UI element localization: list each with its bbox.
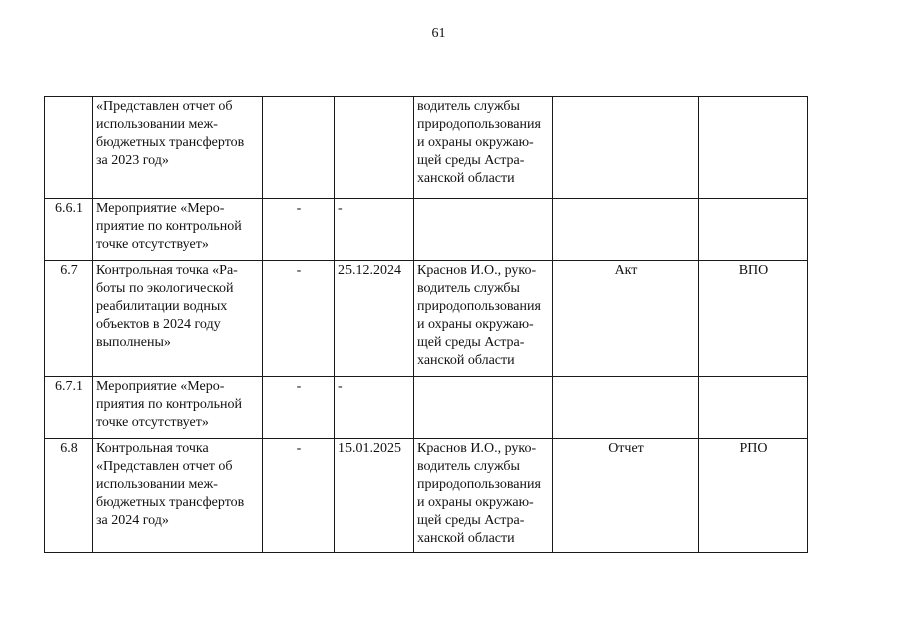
start-date-cell bbox=[263, 377, 335, 439]
responsible-cell bbox=[414, 261, 553, 377]
cell-text: - bbox=[296, 441, 302, 456]
cell-text-line: Контрольная точка bbox=[96, 441, 209, 456]
control-level-cell bbox=[699, 261, 808, 377]
document-type-cell bbox=[553, 377, 699, 439]
row-number-cell bbox=[45, 199, 93, 261]
responsible-cell bbox=[414, 199, 553, 261]
cell-text-line: бюджетных трансфертов bbox=[96, 135, 245, 150]
start-date-cell bbox=[263, 261, 335, 377]
cell-text: 6.7 bbox=[60, 263, 78, 278]
end-date-cell bbox=[335, 439, 414, 553]
cell-text: РПО bbox=[739, 441, 768, 456]
cell-text-line: Контрольная точка «Ра- bbox=[96, 263, 238, 278]
cell-text-line: приятие по контрольной bbox=[96, 219, 242, 234]
activity-name-cell bbox=[93, 97, 263, 199]
end-date-cell bbox=[335, 199, 414, 261]
cell-text-line: Краснов И.О., руко- bbox=[417, 263, 537, 278]
cell-text-line: точке отсутствует» bbox=[96, 237, 209, 252]
start-date-cell bbox=[263, 199, 335, 261]
cell-text-line: за 2023 год» bbox=[96, 153, 169, 168]
cell-text-line: и охраны окружаю- bbox=[417, 317, 534, 332]
responsible-cell bbox=[414, 97, 553, 199]
cell-text-line: использовании меж- bbox=[96, 117, 218, 132]
activity-name-cell bbox=[93, 199, 263, 261]
control-level-cell bbox=[699, 377, 808, 439]
cell-text-line: водитель службы bbox=[417, 281, 520, 296]
cell-text: 6.6.1 bbox=[55, 201, 83, 216]
cell-text-line: реабилитации водных bbox=[96, 299, 228, 314]
cell-text-line: природопользования bbox=[417, 477, 541, 492]
cell-text-line: ханской области bbox=[417, 353, 515, 368]
control-level-cell bbox=[699, 97, 808, 199]
document-type-cell bbox=[553, 439, 699, 553]
cell-text-line: за 2024 год» bbox=[96, 513, 169, 528]
cell-text-line: щей среды Астра- bbox=[417, 513, 525, 528]
cell-text-line: Мероприятие «Меро- bbox=[96, 201, 225, 216]
control-level-cell bbox=[699, 439, 808, 553]
cell-text: Акт bbox=[614, 263, 638, 278]
activity-name-cell bbox=[93, 377, 263, 439]
table-row bbox=[45, 97, 808, 199]
cell-text-line: «Представлен отчет об bbox=[96, 99, 233, 114]
table-row bbox=[45, 377, 808, 439]
row-number-cell bbox=[45, 261, 93, 377]
plan-table bbox=[44, 96, 808, 553]
end-date-cell bbox=[335, 261, 414, 377]
table-row bbox=[45, 261, 808, 377]
cell-text: 6.8 bbox=[60, 441, 78, 456]
cell-text: 6.7.1 bbox=[55, 379, 83, 394]
cell-text-line: «Представлен отчет об bbox=[96, 459, 233, 474]
row-number-cell bbox=[45, 439, 93, 553]
cell-text-line: использовании меж- bbox=[96, 477, 218, 492]
cell-text-line: объектов в 2024 году bbox=[96, 317, 221, 332]
row-number-cell bbox=[45, 377, 93, 439]
end-date-cell bbox=[335, 97, 414, 199]
activity-name-cell bbox=[93, 261, 263, 377]
cell-text: Отчет bbox=[608, 441, 644, 456]
end-date-cell bbox=[335, 377, 414, 439]
activity-name-cell bbox=[93, 439, 263, 553]
cell-text-line: водитель службы bbox=[417, 99, 520, 114]
cell-text-line: приятия по контрольной bbox=[96, 397, 243, 412]
cell-text-line: Мероприятие «Меро- bbox=[96, 379, 225, 394]
cell-text-line: точке отсутствует» bbox=[96, 415, 209, 430]
document-type-cell bbox=[553, 97, 699, 199]
row-number-cell bbox=[45, 97, 93, 199]
responsible-cell bbox=[414, 377, 553, 439]
cell-text-line: ханской области bbox=[417, 531, 515, 546]
cell-text-line: выполнены» bbox=[96, 335, 171, 350]
cell-text-line: природопользования bbox=[417, 117, 541, 132]
start-date-cell bbox=[263, 97, 335, 199]
cell-text-line: и охраны окружаю- bbox=[417, 495, 534, 510]
cell-text-line: ханской области bbox=[417, 171, 515, 186]
table-row bbox=[45, 439, 808, 553]
cell-text: 15.01.2025 bbox=[338, 441, 401, 456]
cell-text-line: Краснов И.О., руко- bbox=[417, 441, 537, 456]
page-number: 61 bbox=[431, 26, 446, 41]
cell-text-line: природопользования bbox=[417, 299, 541, 314]
control-level-cell bbox=[699, 199, 808, 261]
cell-text: 25.12.2024 bbox=[338, 263, 401, 278]
table-row bbox=[45, 199, 808, 261]
cell-text-line: и охраны окружаю- bbox=[417, 135, 534, 150]
document-type-cell bbox=[553, 199, 699, 261]
document-type-cell bbox=[553, 261, 699, 377]
cell-text: - bbox=[338, 201, 343, 216]
cell-text-line: щей среды Астра- bbox=[417, 335, 525, 350]
cell-text-line: бюджетных трансфертов bbox=[96, 495, 245, 510]
cell-text-line: щей среды Астра- bbox=[417, 153, 525, 168]
start-date-cell bbox=[263, 439, 335, 553]
plan-table-body bbox=[45, 97, 808, 553]
cell-text: - bbox=[296, 379, 302, 394]
responsible-cell bbox=[414, 439, 553, 553]
cell-text-line: боты по экологической bbox=[96, 281, 234, 296]
cell-text: - bbox=[296, 263, 302, 278]
cell-text: - bbox=[296, 201, 302, 216]
cell-text: - bbox=[338, 379, 343, 394]
cell-text: ВПО bbox=[738, 263, 769, 278]
cell-text-line: водитель службы bbox=[417, 459, 520, 474]
